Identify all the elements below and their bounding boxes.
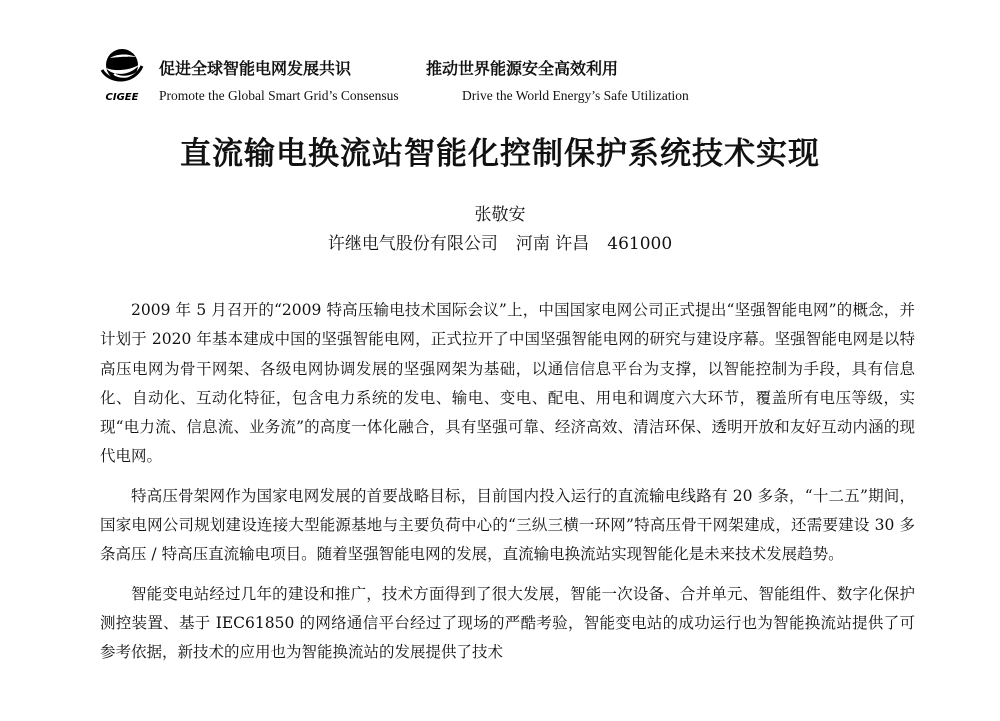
paragraph-3: 智能变电站经过几年的建设和推广，技术方面得到了很大发展，智能一次设备、合并单元、智能组件、数字化保护测控装置、基于 IEC61850 的网络通信平台经过了现场的严酷考验，智能变电站的成功运行也为智能换流站提供了可参考依据，新技术的应用也为智能换流站的发展提供了技术: [100, 584, 915, 662]
paragraph-1: 2009 年 5 月召开的“2009 特高压输电技术国际会议”上，中国国家电网公司正式提出“坚强智能电网”的概念，并计划于 2020 年基本建成中国的坚强智能电网，正式拉开了中国坚强智能电网的研究与建设序幕。坚强智能电网是以特高压电网为骨干网架、各级电网协调发展的坚强网架为基础，以通信信息平台为支撑，以智能控制为手段，具有信息化、自动化、互动化特征，包含电力系统的发电、输电、变电、配电、用电和调度六大环节，覆盖所有电压等级，实现“电力流、信息流、业务流”的高度一体化融合，具有坚强可靠、经济高效、清洁环保、透明开放和友好互动内涵的现代电网。: [100, 301, 915, 466]
slogan-cn-1: 促进全球智能电网发展共识: [159, 59, 352, 78]
affiliation-postcode: 461000: [607, 234, 673, 254]
slogan-en-1: Promote the Global Smart Grid’s Consensus: [159, 88, 399, 103]
affiliation: [0, 229, 1000, 254]
paper-title: 直流输电换流站智能化控制保护系统技术实现: [180, 136, 820, 172]
paragraph-2: 特高压骨架网作为国家电网发展的首要战略目标，目前国内投入运行的直流输电线路有 20 多条，“十二五”期间，国家电网公司规划建设连接大型能源基地与主要负荷中心的“三纵三横一环网”特高压骨干网架建成，还需要建设 30 多条高压 / 特高压直流输电项目。随着坚强智能电网的发展，直流输电换流站实现智能化是未来技术发展趋势。: [100, 486, 915, 564]
author-name: 张敬安: [474, 205, 526, 225]
affiliation-org: 许继电气股份有限公司: [327, 234, 498, 254]
slogan-chinese: [159, 56, 619, 79]
cigee-logo: [100, 44, 144, 108]
slogan-english: [159, 88, 689, 104]
slogan-cn-2: 推动世界能源安全高效利用: [426, 59, 619, 78]
logo-text: CIGEE: [105, 92, 139, 103]
affiliation-place: 河南 许昌: [515, 234, 590, 254]
slogan-en-2: Drive the World Energy’s Safe Utilization: [462, 88, 689, 103]
page-header: [100, 44, 740, 110]
body-text: [100, 296, 915, 678]
